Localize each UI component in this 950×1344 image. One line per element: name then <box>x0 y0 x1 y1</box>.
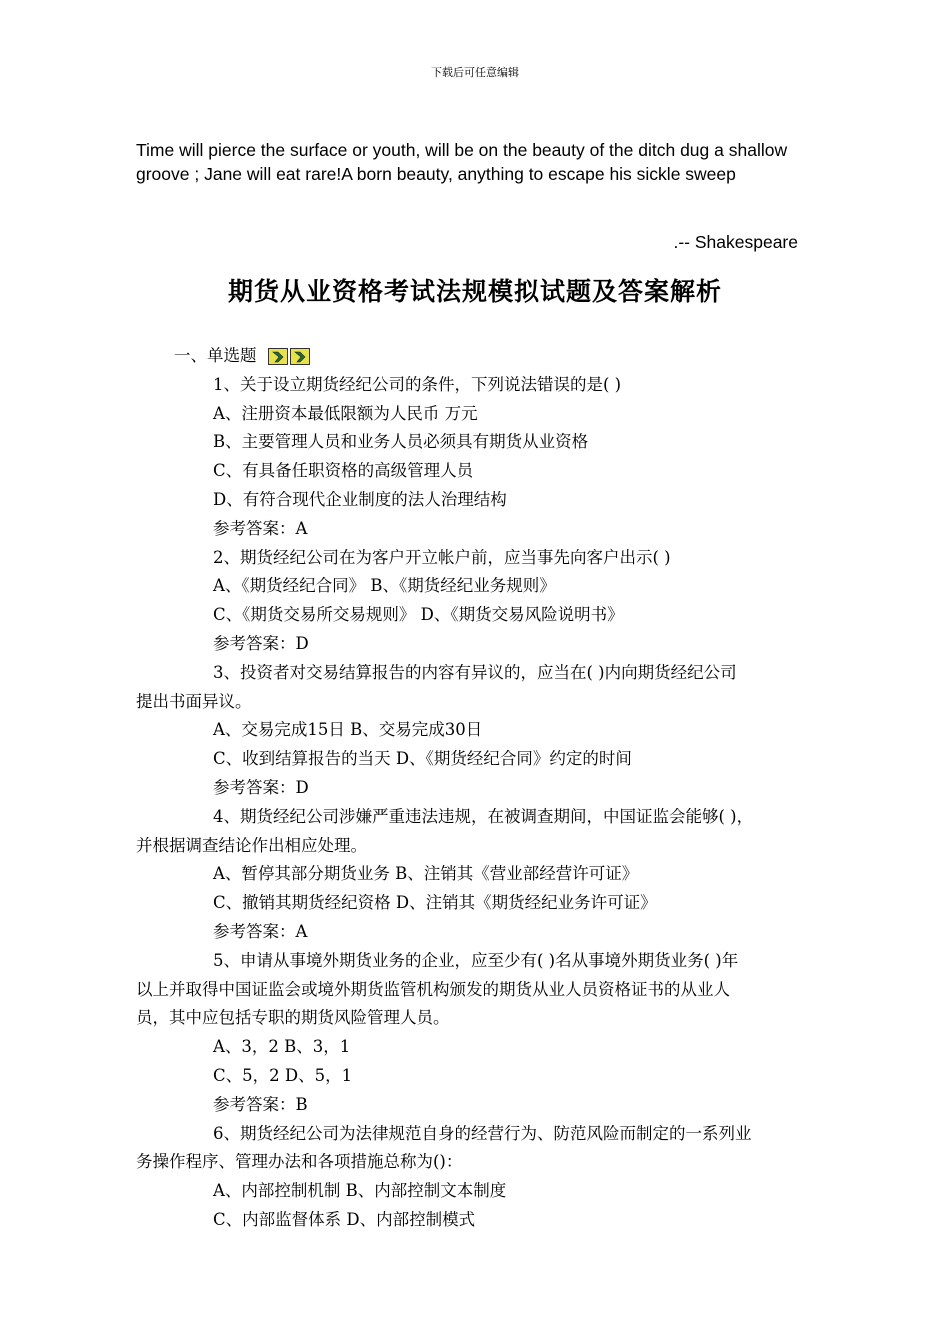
options-5ab: A、3，2 B、3，1 <box>213 1037 351 1057</box>
answer-5: 参考答案：B <box>213 1094 308 1114</box>
section-heading <box>136 342 836 371</box>
quote-author: .-- Shakespeare <box>673 232 798 252</box>
options-3cd: C、收到结算报告的当天 D、《期货经纪合同》约定的时间 <box>213 749 632 769</box>
document-title: 期货从业资格考试法规模拟试题及答案解析 <box>227 277 722 306</box>
options-4cd: C、撤销其期货经纪资格 D、注销其《期货经纪业务许可证》 <box>213 893 657 913</box>
question-1: 1、关于设立期货经纪公司的条件，下列说法错误的是( ) <box>213 374 622 394</box>
option-1c: C、有具备任职资格的高级管理人员 <box>213 461 474 481</box>
options-4ab: A、暂停其部分期货业务 B、注销其《营业部经营许可证》 <box>213 864 639 884</box>
question-4: 4、期货经纪公司涉嫌严重违法违规，在被调查期间，中国证监会能够( )， <box>213 806 754 826</box>
option-1d: D、有符合现代企业制度的法人治理结构 <box>213 489 507 509</box>
arrow-icon[interactable] <box>290 348 310 365</box>
question-6: 6、期货经纪公司为法律规范自身的经营行为、防范风险而制定的一系列业 <box>213 1123 752 1143</box>
question-5-cont-1: 以上并取得中国证监会或境外期货监管机构颁发的期货从业人员资格证书的从业人 <box>136 979 730 999</box>
answer-1: 参考答案：A <box>213 518 308 538</box>
quote-text: Time will pierce the surface or youth, will be on the beauty of the ditch dug a shallow groove ; Jane will eat rare!A born beauty, anything to escape his sickle sweep <box>136 140 788 184</box>
answer-4: 参考答案：A <box>213 921 308 941</box>
question-2: 2、期货经纪公司在为客户开立帐户前，应当事先向客户出示( ) <box>213 547 671 567</box>
options-5cd: C、5，2 D、5，1 <box>213 1065 353 1085</box>
question-3: 3、投资者对交易结算报告的内容有异议的，应当在( )内向期货经纪公司 <box>213 662 737 682</box>
options-3ab: A、交易完成15日 B、交易完成30日 <box>213 720 483 740</box>
answer-3: 参考答案：D <box>213 777 309 797</box>
question-5: 5、申请从事境外期货业务的企业，应至少有( )名从事境外期货业务( )年 <box>213 950 739 970</box>
arrow-icon[interactable] <box>268 348 288 365</box>
options-2ab: A、《期货经纪合同》 B、《期货经纪业务规则》 <box>213 576 556 596</box>
header-note: 下载后可任意编辑 <box>431 66 519 79</box>
question-6-cont: 务操作程序、管理办法和各项措施总称为()： <box>136 1152 463 1172</box>
options-2cd: C、《期货交易所交易规则》 D、《期货交易风险说明书》 <box>213 605 624 625</box>
question-3-cont: 提出书面异议。 <box>136 691 252 711</box>
options-6ab: A、内部控制机制 B、内部控制文本制度 <box>213 1181 507 1201</box>
question-body <box>136 342 836 1235</box>
option-1b: B、主要管理人员和业务人员必须具有期货从业资格 <box>213 432 589 452</box>
option-1a: A、注册资本最低限额为人民币 万元 <box>213 403 478 423</box>
question-4-cont: 并根据调查结论作出相应处理。 <box>136 835 367 855</box>
nav-icons <box>268 342 312 371</box>
question-5-cont-2: 员，其中应包括专职的期货风险管理人员。 <box>136 1008 450 1028</box>
section-heading-text: 一、单选题 <box>174 346 257 365</box>
options-6cd: C、内部监督体系 D、内部控制模式 <box>213 1209 476 1229</box>
answer-2: 参考答案：D <box>213 633 309 653</box>
